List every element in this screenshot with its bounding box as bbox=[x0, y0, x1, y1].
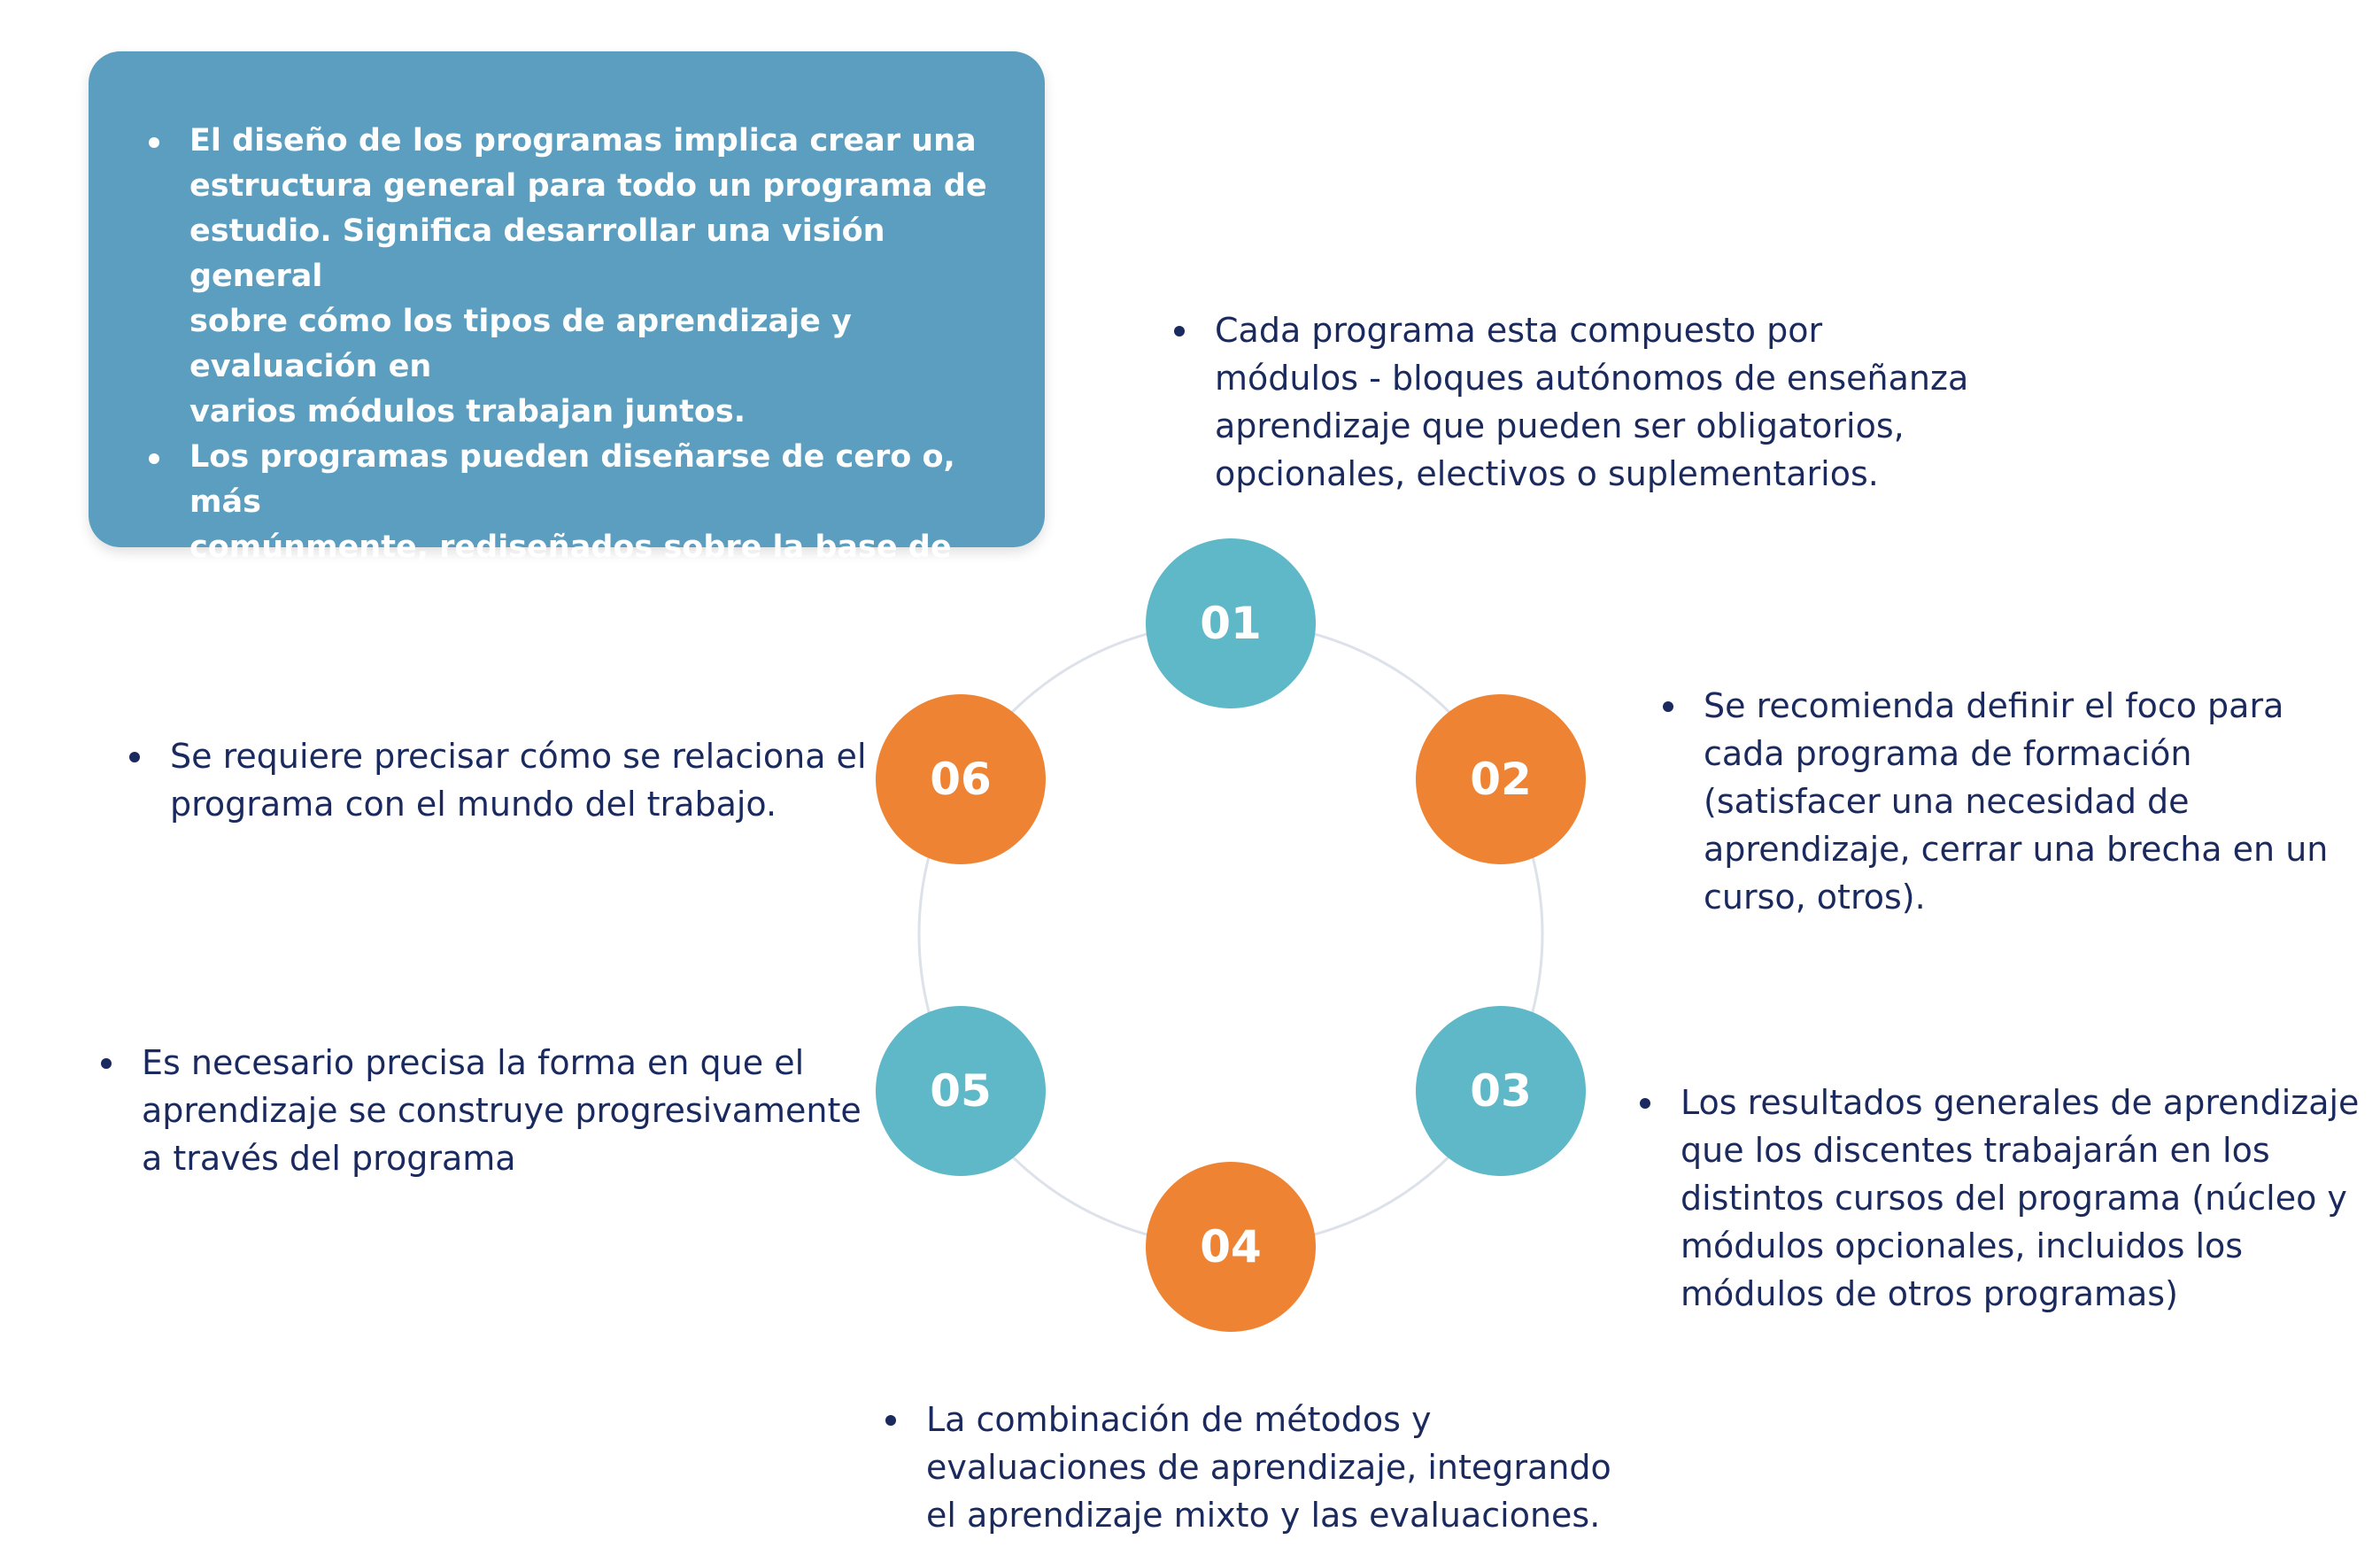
step-note-03: Los resultados generales de aprendizaje que los discentes trabajarán en los distintos cursos del programa (núcleo y módulos opcionales, incluidos los módulos de otros programas) bbox=[1634, 1079, 2369, 1318]
intro-bullet: Los programas pueden diseñarse de cero o, más comúnmente, rediseñados sobre la base de los programas existentes. bbox=[124, 435, 1009, 661]
step-number: 03 bbox=[1470, 1065, 1532, 1117]
step-circle-01 bbox=[1146, 538, 1316, 708]
step-note-05: Es necesario precisa la forma en que el aprendizaje se construye progresivamente a través del programa bbox=[96, 1039, 892, 1182]
intro-bullet: El diseño de los programas implica crear una estructura general para todo un programa de estudio. Significa desarrollar una visión general sobre cómo los tipos de aprendizaje y evaluación en varios módulos trabajan juntos. bbox=[124, 119, 1009, 435]
step-note-06: Se requiere precisar cómo se relaciona el programa con el mundo del trabajo. bbox=[124, 732, 903, 828]
step-circle-05 bbox=[876, 1006, 1046, 1176]
step-circle-02 bbox=[1416, 694, 1586, 864]
step-note-01: Cada programa esta compuesto por módulos - bloques autónomos de enseñanza aprendizaje que pueden ser obligatorios, opcionales, electivos o suplementarios. bbox=[1169, 306, 2001, 498]
step-circle-03 bbox=[1416, 1006, 1586, 1176]
intro-box bbox=[89, 51, 1045, 655]
step-number: 04 bbox=[1200, 1221, 1262, 1273]
step-number: 01 bbox=[1200, 598, 1262, 649]
step-number: 05 bbox=[930, 1065, 992, 1117]
step-number: 02 bbox=[1470, 754, 1532, 805]
step-number: 06 bbox=[930, 754, 992, 805]
step-note-04: La combinación de métodos y evaluaciones de aprendizaje, integrando el aprendizaje mixto y las evaluaciones. bbox=[880, 1396, 1677, 1539]
step-note-02: Se recomienda definir el foco para cada programa de formación (satisfacer una necesidad de aprendizaje, cerrar una brecha en un curso, otros). bbox=[1658, 682, 2348, 921]
intro-bullet-list bbox=[124, 119, 1009, 661]
step-circle-04 bbox=[1146, 1162, 1316, 1332]
